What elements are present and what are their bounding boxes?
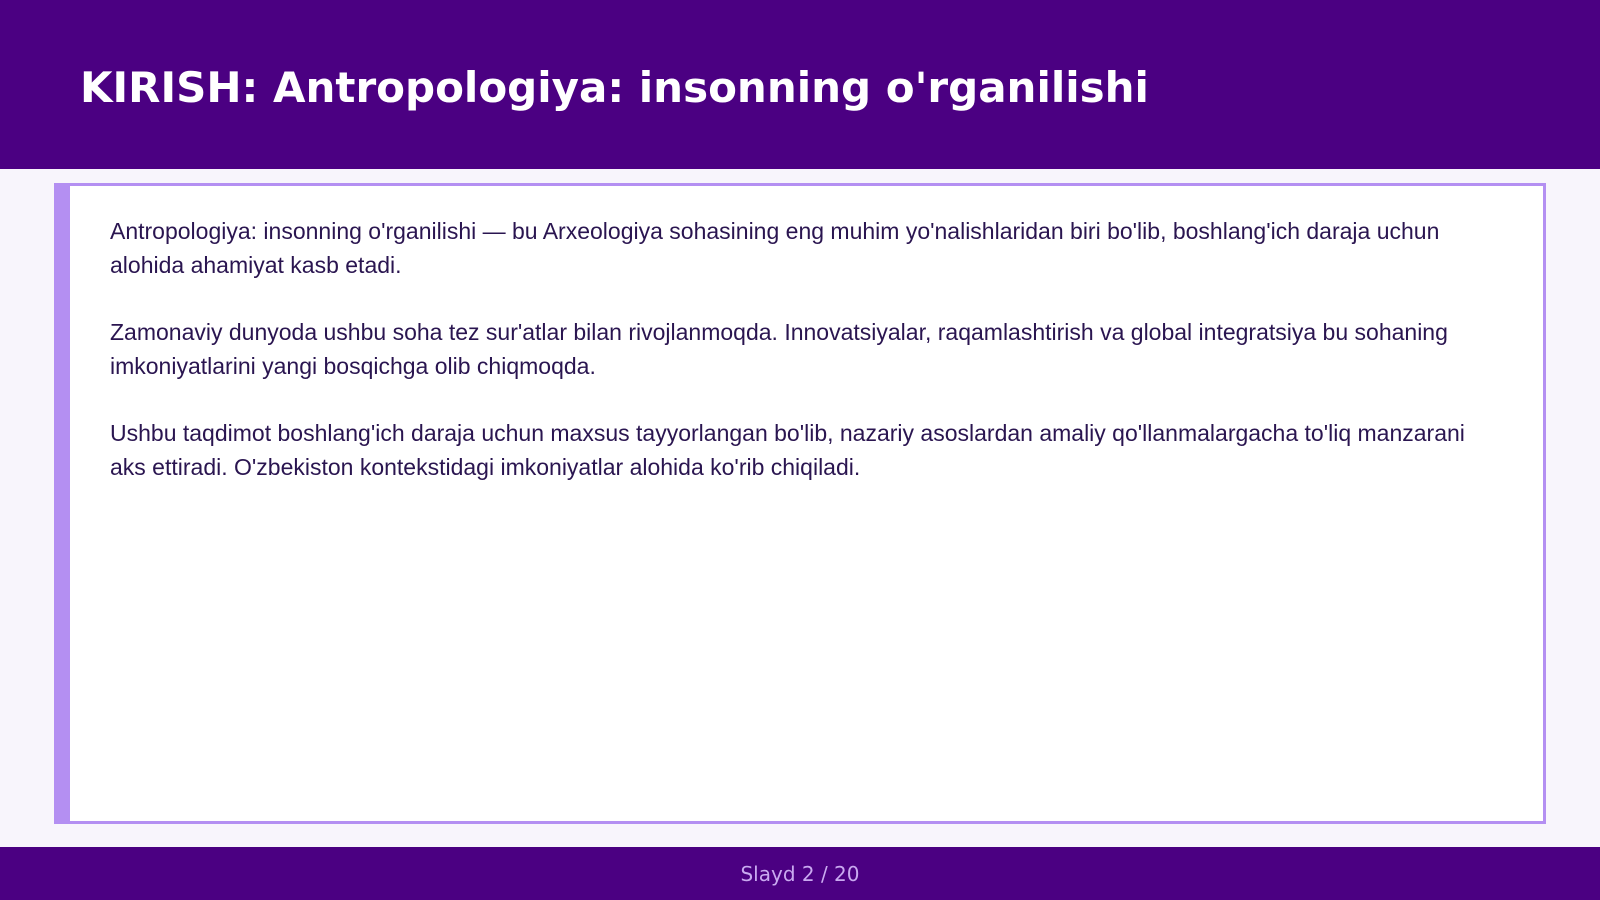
paragraph-intro: Antropologiya: insonning o'rganilishi — bu Arxeologiya sohasining eng muhim yo'nalishlaridan biri bo'lib, boshlang'ich daraja uchun alohida ahamiyat kasb etadi. [110,218,1440,278]
slide-header [0,0,1600,169]
slide-footer [0,847,1600,900]
slide-title: KIRISH: Antropologiya: insonning o'rganilishi [80,63,1149,112]
slide-counter: Slayd 2 / 20 [740,861,860,886]
paragraph-modern-world: Zamonaviy dunyoda ushbu soha tez sur'atlar bilan rivojlanmoqda. Innovatsiyalar, raqamlashtirish va global integratsiya bu sohaning imkoniyatlarini yangi bosqichga olib chiqmoqda. [110,319,1448,379]
content-body [110,214,1503,517]
content-panel [54,183,1546,824]
paragraph-presentation-scope: Ushbu taqdimot boshlang'ich daraja uchun maxsus tayyorlangan bo'lib, nazariy asoslardan amaliy qo'llanmalargacha to'liq manzarani aks ettiradi. O'zbekiston kontekstidagi imkoniyatlar alohida ko'rib chiqiladi. [110,420,1465,480]
